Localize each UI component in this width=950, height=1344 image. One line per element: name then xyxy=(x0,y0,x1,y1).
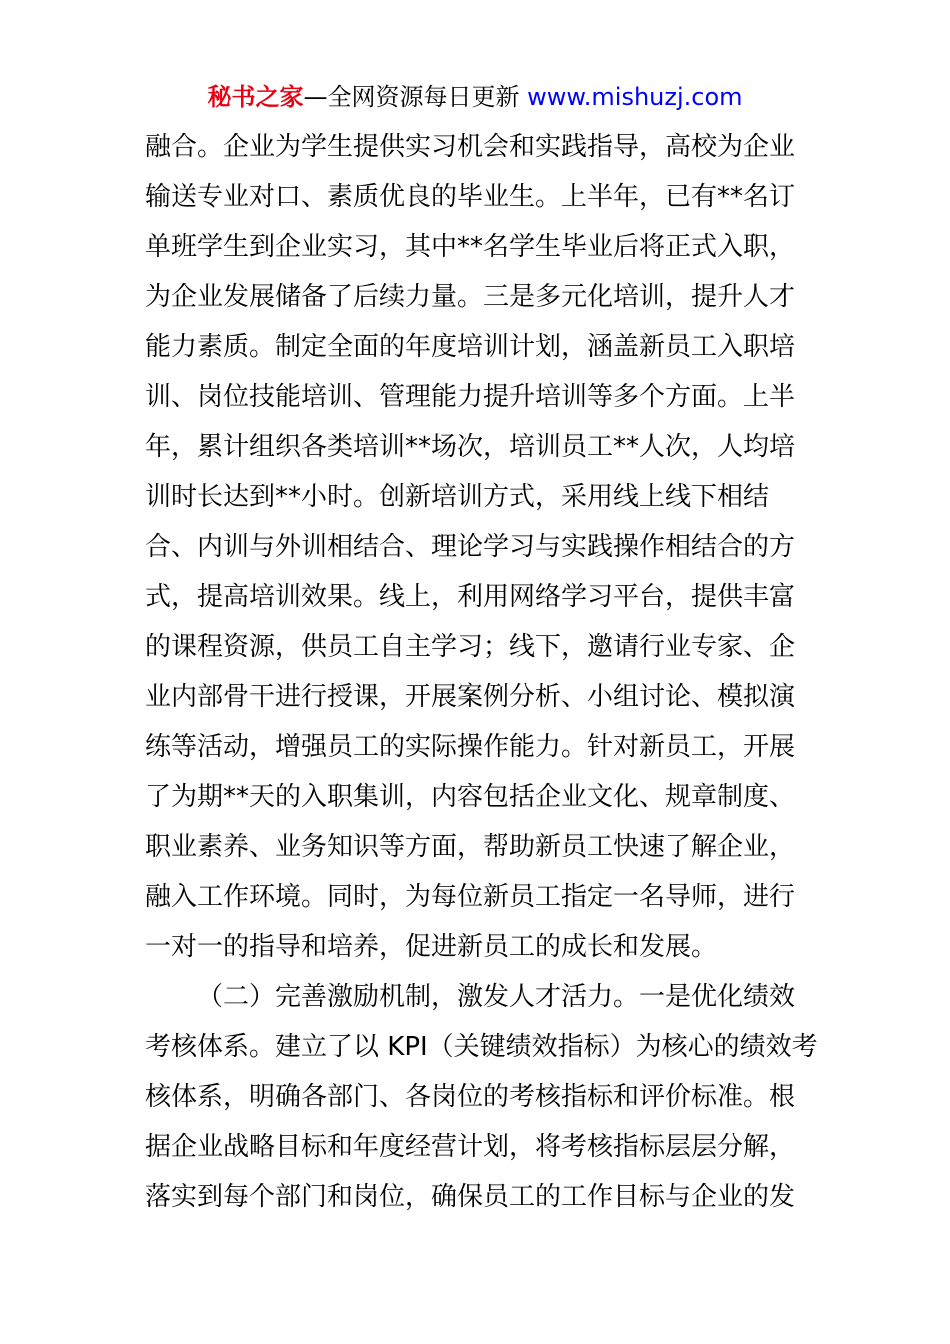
text-line: 合、内训与外训相结合、理论学习与实践操作相结合的方 xyxy=(145,532,796,562)
site-brand: 秘书之家 xyxy=(207,83,304,111)
text-line: 核体系，明确各部门、各岗位的考核指标和评价标准。根 xyxy=(145,1082,796,1112)
section-heading-line: （二）完善激励机制，激发人才活力。一是优化绩效 xyxy=(197,982,796,1012)
text-line: 的课程资源，供员工自主学习；线下，邀请行业专家、企 xyxy=(145,632,796,662)
text-line: 一对一的指导和培养，促进新员工的成长和发展。 xyxy=(145,932,718,962)
text-line: 能力素质。制定全面的年度培训计划，涵盖新员工入职培 xyxy=(145,332,796,362)
text-line: 了为期**天的入职集训，内容包括企业文化、规章制度、 xyxy=(145,782,796,812)
text-line: 式，提高培训效果。线上，利用网络学习平台，提供丰富 xyxy=(145,582,796,612)
text-line: 业内部骨干进行授课，开展案例分析、小组讨论、模拟演 xyxy=(145,682,796,712)
text-line: 年，累计组织各类培训**场次，培训员工**人次，人均培 xyxy=(145,432,796,462)
text-line: 为企业发展储备了后续力量。三是多元化培训，提升人才 xyxy=(145,282,796,312)
text-line: 落实到每个部门和岗位，确保员工的工作目标与企业的发 xyxy=(145,1182,796,1212)
text-line: 融入工作环境。同时，为每位新员工指定一名导师，进行 xyxy=(145,882,796,912)
text-line: 训时长达到**小时。创新培训方式，采用线上线下相结 xyxy=(145,482,770,512)
site-url[interactable]: www.mishuzj.com xyxy=(527,83,743,111)
text-line: 融合。企业为学生提供实习机会和实践指导，高校为企业 xyxy=(145,132,796,162)
text-line: 据企业战略目标和年度经营计划，将考核指标层层分解， xyxy=(145,1132,796,1162)
site-tagline: —全网资源每日更新 xyxy=(303,83,528,111)
text-line: 训、岗位技能培训、管理能力提升培训等多个方面。上半 xyxy=(145,382,796,412)
text-line: 职业素养、业务知识等方面，帮助新员工快速了解企业， xyxy=(145,832,796,862)
document-body xyxy=(145,122,818,1222)
site-header xyxy=(0,80,950,114)
text-line: 单班学生到企业实习，其中**名学生毕业后将正式入职， xyxy=(145,232,796,262)
text-line: 输送专业对口、素质优良的毕业生。上半年，已有**名订 xyxy=(145,182,796,212)
text-line: 考核体系。建立了以 KPI（关键绩效指标）为核心的绩效考 xyxy=(145,1032,818,1062)
text-line: 练等活动，增强员工的实际操作能力。针对新员工，开展 xyxy=(145,732,796,762)
